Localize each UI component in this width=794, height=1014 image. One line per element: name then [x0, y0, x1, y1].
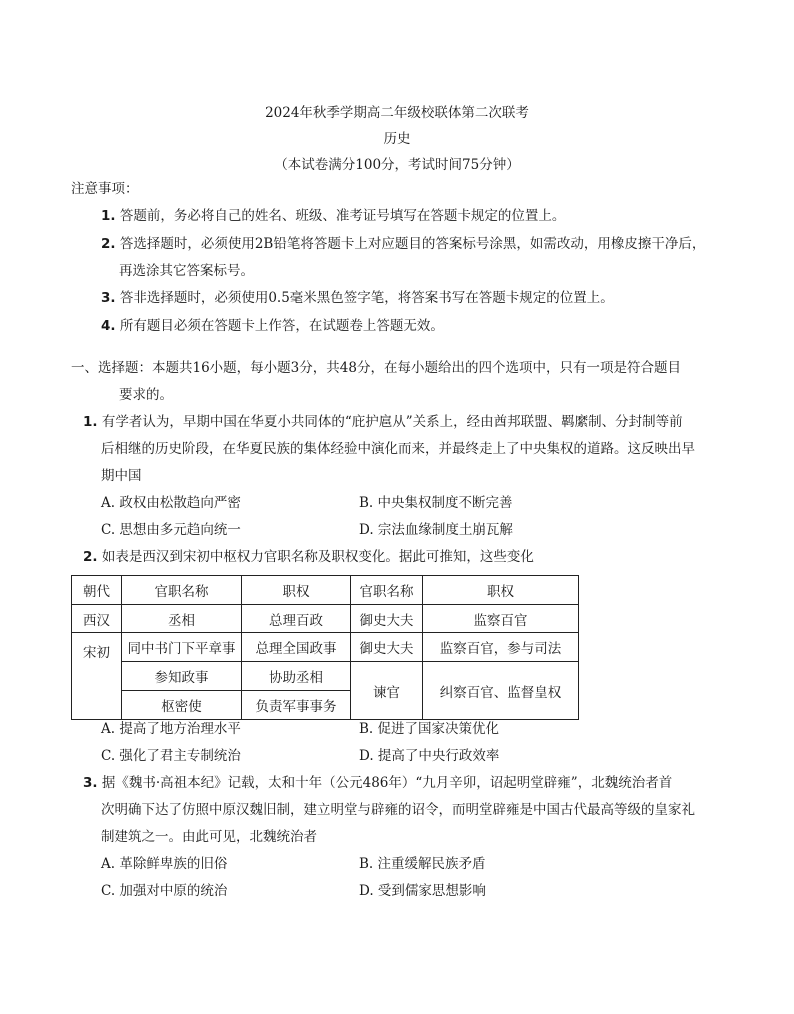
exam-info: （本试卷满分100分，考试时间75分钟） — [274, 157, 520, 173]
table-row: 宋初 同中书门下平章事 总理全国政事 御史大夫 监察百官，参与司法 — [72, 633, 579, 662]
question-3-option-d[interactable]: D. 受到儒家思想影响 — [359, 883, 486, 899]
question-1-option-b[interactable]: B. 中央集权制度不断完善 — [359, 495, 513, 511]
question-3-option-c[interactable]: C. 加强对中原的统治 — [101, 883, 228, 899]
notice-heading: 注意事项： — [71, 181, 139, 197]
notice-item-4: 4. 所有题目必须在答题卡上作答，在试题卷上答题无效。 — [101, 318, 444, 334]
question-1-line-2: 后相继的历史阶段，在华夏民族的集体经验中演化而来，并最终走上了中央集权的道路。这反映出早 — [101, 441, 695, 457]
notice-item-3: 3. 答非选择题时，必须使用0.5毫米黑色签字笔，将答案书写在答题卡规定的位置上。 — [101, 290, 614, 306]
table-row: 枢密使 负责军事事务 — [72, 691, 579, 720]
subject-title: 历史 — [383, 131, 411, 147]
notice-item-1: 1. 答题前，务必将自己的姓名、班级、准考证号填写在答题卡规定的位置上。 — [101, 208, 566, 224]
table-row: 西汉 丞相 总理百政 御史大夫 监察百官 — [72, 605, 579, 633]
notice-item-2-cont: 再选涂其它答案标号。 — [119, 263, 254, 279]
question-1-option-c[interactable]: C. 思想由多元趋向统一 — [101, 522, 241, 538]
question-2-option-b[interactable]: B. 促进了国家决策优化 — [359, 721, 500, 737]
question-2-option-a[interactable]: A. 提高了地方治理水平 — [101, 721, 241, 737]
section-heading-cont: 要求的。 — [119, 387, 173, 403]
question-2-option-d[interactable]: D. 提高了中央行政效率 — [359, 748, 500, 764]
question-2-option-c[interactable]: C. 强化了君主专制统治 — [101, 748, 241, 764]
question-3-line-2: 次明确下达了仿照中原汉魏旧制，建立明堂与辟雍的诏令，而明堂辟雍是中国古代最高等级的皇家礼 — [101, 802, 695, 818]
question-1-option-d[interactable]: D. 宗法血缘制度土崩瓦解 — [359, 522, 513, 538]
exam-title: 2024年秋季学期高二年级校联体第二次联考 — [265, 105, 529, 121]
question-2-line-1: 2. 如表是西汉到宋初中枢权力官职名称及职权变化。据此可推知，这些变化 — [83, 549, 534, 565]
question-1-line-1: 1. 有学者认为，早期中国在华夏小共同体的“庇护扈从”关系上，经由酋邦联盟、羁縻制、分封制等前 — [83, 414, 683, 430]
question-1-option-a[interactable]: A. 政权由松散趋向严密 — [101, 495, 241, 511]
question-1-line-3: 期中国 — [101, 468, 142, 484]
question-3-line-3: 制建筑之一。由此可见，北魏统治者 — [101, 829, 317, 845]
notice-item-2: 2. 答选择题时，必须使用2B铅笔将答题卡上对应题目的答案标号涂黑，如需改动，用橡皮擦干净后， — [101, 236, 706, 252]
table-header-row: 朝代 官职名称 职权 官职名称 职权 — [72, 576, 579, 605]
official-positions-table — [71, 575, 579, 720]
question-3-option-b[interactable]: B. 注重缓解民族矛盾 — [359, 856, 486, 872]
table-row: 参知政事 协助丞相 谏官 纠察百官、监督皇权 — [72, 662, 579, 691]
question-3-line-1: 3. 据《魏书·高祖本纪》记载，太和十年（公元486年）“九月辛卯，诏起明堂辟雍”，北魏统治者首 — [83, 775, 673, 791]
section-heading: 一、选择题：本题共16小题，每小题3分，共48分，在每小题给出的四个选项中，只有一项是符合题目 — [71, 360, 681, 376]
question-3-option-a[interactable]: A. 革除鲜卑族的旧俗 — [101, 856, 228, 872]
